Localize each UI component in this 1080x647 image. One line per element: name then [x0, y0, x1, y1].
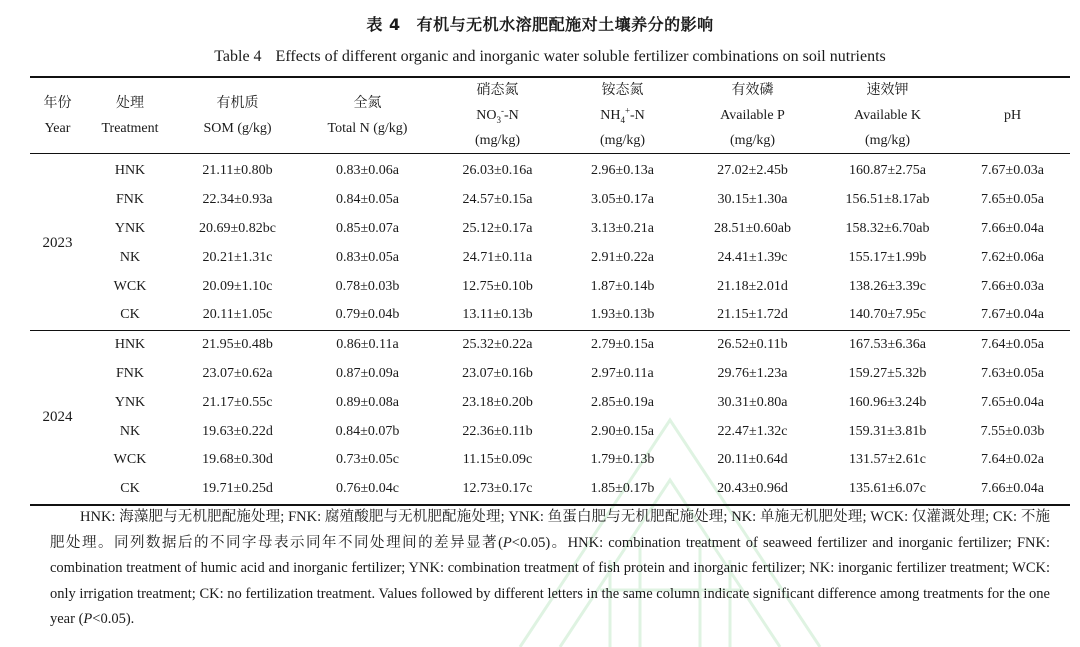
footnote-text-3: <0.05).: [92, 611, 135, 627]
total-n-cell: 0.87±0.09a: [336, 365, 399, 381]
ammonium-n-cell: 1.93±0.13b: [590, 307, 655, 323]
ph-cell: 7.65±0.04a: [981, 394, 1044, 410]
table-row: [30, 243, 1070, 272]
ph-cell: 7.65±0.05a: [981, 192, 1044, 208]
table-title-chinese: 有机与无机水溶肥配施对土壤养分的影响: [416, 15, 714, 34]
total-n-cell: 0.83±0.05a: [336, 249, 399, 265]
ammonium-n-cell: 2.79±0.15a: [591, 337, 654, 353]
treatment-cell: WCK: [113, 278, 147, 294]
treatment-cell: YNK: [114, 220, 146, 236]
som-cell: 21.17±0.55c: [202, 394, 273, 410]
table-row: [30, 272, 1070, 301]
nitrate-n-cell: 13.11±0.13b: [462, 307, 533, 323]
ph-cell: 7.64±0.02a: [981, 452, 1044, 468]
treatment-cell: HNK: [114, 163, 146, 179]
available-p-cell: 20.43±0.96d: [717, 481, 788, 497]
ph-cell: 7.66±0.03a: [981, 278, 1044, 294]
available-k-cell: 167.53±6.36a: [849, 337, 926, 353]
treatment-cell: HNK: [114, 337, 146, 353]
table-caption-chinese: [0, 12, 1080, 35]
total-n-cell: 0.84±0.05a: [336, 192, 399, 208]
nitrate-n-cell: 24.71±0.11a: [462, 249, 533, 265]
header-available-k: 速效钾 Available K (mg/kg): [854, 83, 921, 148]
total-n-cell: 0.78±0.03b: [335, 278, 400, 294]
available-p-cell: 30.31±0.80a: [717, 394, 788, 410]
available-p-cell: 20.11±0.64d: [717, 452, 788, 468]
som-cell: 20.69±0.82bc: [199, 220, 276, 236]
ph-cell: 7.62±0.06a: [981, 249, 1044, 265]
treatment-cell: NK: [119, 423, 141, 439]
total-n-cell: 0.83±0.06a: [336, 163, 399, 179]
treatment-cell: CK: [120, 481, 140, 497]
som-cell: 21.95±0.48b: [202, 337, 273, 353]
available-p-cell: 28.51±0.60ab: [714, 220, 791, 236]
treatment-cell: FNK: [115, 365, 144, 381]
available-p-cell: 29.76±1.23a: [717, 365, 788, 381]
footnote-text-1: HNK: 海藻肥与无机肥配施处理; FNK: 腐殖酸肥与无机肥配施处理; YNK: 鱼蛋白肥与无机肥配施处理; NK: 单施无机肥处理; WCK: 仅灌溉处理; CK: 不施肥处理。同列数据后的不同字母表示同年不同处理间的差异显著(: [50, 509, 1050, 551]
ammonium-n-cell: 1.79±0.13b: [590, 452, 655, 468]
available-p-cell: 21.15±1.72d: [717, 307, 788, 323]
footnote-p-symbol: P: [83, 611, 93, 627]
table-row: [30, 215, 1070, 244]
table-title-english: Effects of different organic and inorganic water soluble fertilizer combinations on soil nutrients: [275, 48, 886, 65]
ammonium-n-cell: 2.91±0.22a: [591, 249, 654, 265]
available-k-cell: 140.70±7.95c: [849, 307, 926, 323]
total-n-cell: 0.86±0.11a: [336, 337, 399, 353]
som-cell: 19.63±0.22d: [202, 423, 273, 439]
available-k-cell: 158.32±6.70ab: [845, 220, 930, 236]
ammonium-n-cell: 2.90±0.15a: [591, 423, 654, 439]
ph-cell: 7.64±0.05a: [981, 337, 1044, 353]
table-group-2023: [30, 154, 1070, 331]
available-p-cell: 30.15±1.30a: [717, 192, 788, 208]
table-row: [30, 154, 1070, 186]
total-n-cell: 0.84±0.07b: [335, 423, 400, 439]
header-total-n: 全氮 Total N (g/kg): [327, 95, 408, 136]
table-row: [30, 186, 1070, 215]
nitrate-n-cell: 12.75±0.10b: [462, 278, 533, 294]
table-group-2024: [30, 330, 1070, 504]
table-row: [30, 301, 1070, 330]
available-k-cell: 156.51±8.17ab: [845, 192, 930, 208]
year-cell: 2024: [42, 408, 73, 425]
table-row: [30, 417, 1070, 446]
available-p-cell: 24.41±1.39c: [717, 249, 788, 265]
nitrate-n-cell: 22.36±0.11b: [462, 423, 533, 439]
available-k-cell: 138.26±3.39c: [849, 278, 926, 294]
treatment-cell: WCK: [113, 452, 147, 468]
som-cell: 20.09±1.10c: [202, 278, 273, 294]
table-row: [30, 446, 1070, 475]
ph-cell: 7.63±0.05a: [981, 365, 1044, 381]
footnote-text-2: <0.05)。HNK: combination treatment of seaweed fertilizer and inorganic fertilizer; FNK: combination treatment of humic acid and inorganic fertilizer; YNK: combination treatment of fish protein and inorganic fertilizer; NK: inorganic fertilizer treatment; WCK: only irrigation treatment; CK: no fertilization treatment. Values followed by different letters in the same column indicate significant difference among treatments for the one year (: [50, 534, 1050, 627]
available-p-cell: 21.18±2.01d: [717, 278, 788, 294]
ph-cell: 7.67±0.03a: [981, 163, 1044, 179]
table-row: [30, 475, 1070, 505]
ammonium-n-cell: 3.05±0.17a: [591, 192, 654, 208]
ammonium-n-cell: 2.85±0.19a: [591, 394, 654, 410]
available-k-cell: 160.96±3.24b: [848, 394, 927, 410]
header-treatment: 处理 Treatment: [101, 95, 159, 136]
table-header: [30, 77, 1070, 154]
table-footnote: [50, 505, 1050, 633]
ammonium-n-cell: 2.96±0.13a: [591, 163, 654, 179]
year-cell: 2023: [42, 234, 73, 251]
nitrate-n-cell: 25.32±0.22a: [462, 337, 533, 353]
available-k-cell: 159.31±3.81b: [848, 423, 927, 439]
total-n-cell: 0.89±0.08a: [336, 394, 399, 410]
header-ph: pH: [1003, 108, 1022, 123]
treatment-cell: NK: [119, 249, 141, 265]
ammonium-n-cell: 1.87±0.14b: [590, 278, 655, 294]
table-row: [30, 330, 1070, 359]
nitrate-n-cell: 23.07±0.16b: [462, 365, 533, 381]
header-available-p: 有效磷 Available P (mg/kg): [720, 83, 785, 148]
available-k-cell: 135.61±6.07c: [849, 481, 926, 497]
soil-nutrients-table: [30, 76, 1070, 506]
header-nitrate-n: 硝态氮 $NO_3^--N$ (mg/kg): [474, 83, 521, 148]
total-n-cell: 0.73±0.05c: [336, 452, 399, 468]
ph-cell: 7.55±0.03b: [980, 423, 1045, 439]
nitrate-n-cell: 25.12±0.17a: [462, 220, 533, 236]
table-number-chinese: 表 4: [366, 15, 401, 34]
ammonium-n-cell: 3.13±0.21a: [591, 220, 654, 236]
header-year: 年份 Year: [43, 95, 72, 136]
available-k-cell: 155.17±1.99b: [848, 249, 927, 265]
available-p-cell: 26.52±0.11b: [717, 337, 788, 353]
ammonium-n-cell: 2.97±0.11a: [591, 365, 654, 381]
som-cell: 19.68±0.30d: [202, 452, 273, 468]
ph-cell: 7.66±0.04a: [981, 220, 1044, 236]
nitrate-n-cell: 12.73±0.17c: [462, 481, 533, 497]
available-k-cell: 131.57±2.61c: [849, 452, 926, 468]
table-number-english: Table 4: [214, 48, 262, 65]
total-n-cell: 0.85±0.07a: [336, 220, 399, 236]
footnote-p-symbol: P: [502, 534, 512, 551]
header-som: 有机质 SOM (g/kg): [203, 95, 272, 136]
nitrate-n-cell: 11.15±0.09c: [462, 452, 533, 468]
som-cell: 20.11±1.05c: [202, 307, 273, 323]
som-cell: 20.21±1.31c: [202, 249, 273, 265]
nitrate-n-cell: 23.18±0.20b: [462, 394, 533, 410]
total-n-cell: 0.76±0.04c: [336, 481, 399, 497]
table-row: [30, 388, 1070, 417]
som-cell: 21.11±0.80b: [202, 163, 273, 179]
treatment-cell: FNK: [115, 192, 144, 208]
available-p-cell: 27.02±2.45b: [717, 163, 788, 179]
ph-cell: 7.66±0.04a: [981, 481, 1044, 497]
som-cell: 23.07±0.62a: [202, 365, 273, 381]
header-ammonium-n: 铵态氮 $NH_4^+-N$ (mg/kg): [599, 83, 646, 148]
som-cell: 19.71±0.25d: [202, 481, 273, 497]
available-k-cell: 159.27±5.32b: [848, 365, 927, 381]
nitrate-n-cell: 26.03±0.16a: [462, 163, 533, 179]
som-cell: 22.34±0.93a: [202, 192, 273, 208]
ammonium-n-cell: 1.85±0.17b: [590, 481, 655, 497]
ph-cell: 7.67±0.04a: [981, 307, 1044, 323]
table-caption-english: [0, 48, 1080, 66]
total-n-cell: 0.79±0.04b: [335, 307, 400, 323]
treatment-cell: CK: [120, 307, 140, 323]
treatment-cell: YNK: [114, 394, 146, 410]
table-row: [30, 360, 1070, 389]
available-k-cell: 160.87±2.75a: [849, 163, 926, 179]
nitrate-n-cell: 24.57±0.15a: [462, 192, 533, 208]
available-p-cell: 22.47±1.32c: [717, 423, 788, 439]
